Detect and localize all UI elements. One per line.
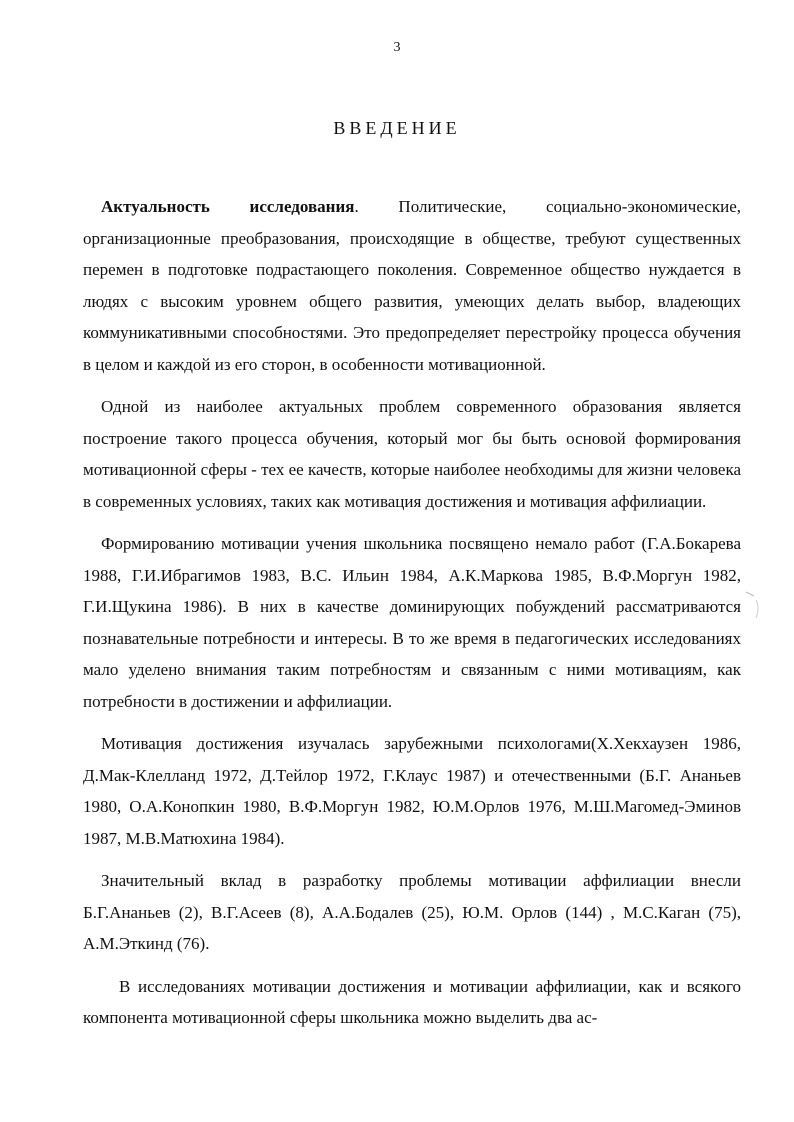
paragraph-affiliation-motivation: Значительный вклад в разработку проблемы мотивации аффилиации внесли Б.Г.Ананьев (2), В.Г.Асеев (8), А.А.Бодалев (25), Ю.М. Орлов (144) , М.С.Каган (75), А.М.Эткинд (76). — [83, 871, 741, 953]
paragraph-lead: Актуальность исследования — [101, 197, 355, 216]
scan-artifact — [742, 588, 764, 628]
paragraph-research-aspects: В исследованиях мотивации достижения и мотивации аффилиации, как и всякого компонента мотивационной сферы школьника можно выделить два ас- — [83, 976, 741, 1027]
paragraph-problem: Одной из наиболее актуальных проблем современного образования является построение такого процесса обучения, который мог бы быть основой формирования мотивационной сферы - тех ее качеств, которые наиболее необходимы для жизни человека в современных условиях, таких как мотивация достижения и мотивация аффилиации. — [83, 397, 741, 511]
paragraph-achievement-motivation: Мотивация достижения изучалась зарубежными психологами(Х.Хекхаузен 1986, Д.Мак-Клелланд 1972, Д.Тейлор 1972, Г.Клаус 1987) и отечественными (Б.Г. Ананьев 1980, О.А.Конопкин 1980, В.Ф.Моргун 1982, Ю.М.Орлов 1976, М.Ш.Магомед-Эминов 1987, М.В.Матюхина 1984). — [83, 734, 741, 848]
paragraph-text: . Политические, социально-экономические, организационные преобразования, происходящие в обществе, требуют существенных перемен в подготовке подрастающего поколения. Современное общество нуждается в людях с высоким уровнем общего развития, умеющих делать выбор, владеющих коммуникативными способностями. Это предопределяет перестройку процесса обучения в целом и каждой из его сторон, в особенности мотивационной. — [83, 197, 741, 374]
paragraph-relevance — [83, 191, 741, 380]
page-number: 3 — [393, 40, 401, 55]
paragraph-learning-motivation: Формированию мотивации учения школьника посвящено немало работ (Г.А.Бокарева 1988, Г.И.Ибрагимов 1983, B.C. Ильин 1984, А.К.Маркова 1985, В.Ф.Моргун 1982, Г.И.Щукина 1986). В них в качестве доминирующих побуждений рассматриваются познавательные потребности и интересы. В то же время в педагогических исследованиях мало уделено внимания таким потребностям и связанным с ними мотивациям, как потребности в достижении и аффилиации. — [83, 534, 741, 711]
body-text — [83, 191, 741, 1045]
section-title: ВВЕДЕНИЕ — [333, 118, 461, 138]
